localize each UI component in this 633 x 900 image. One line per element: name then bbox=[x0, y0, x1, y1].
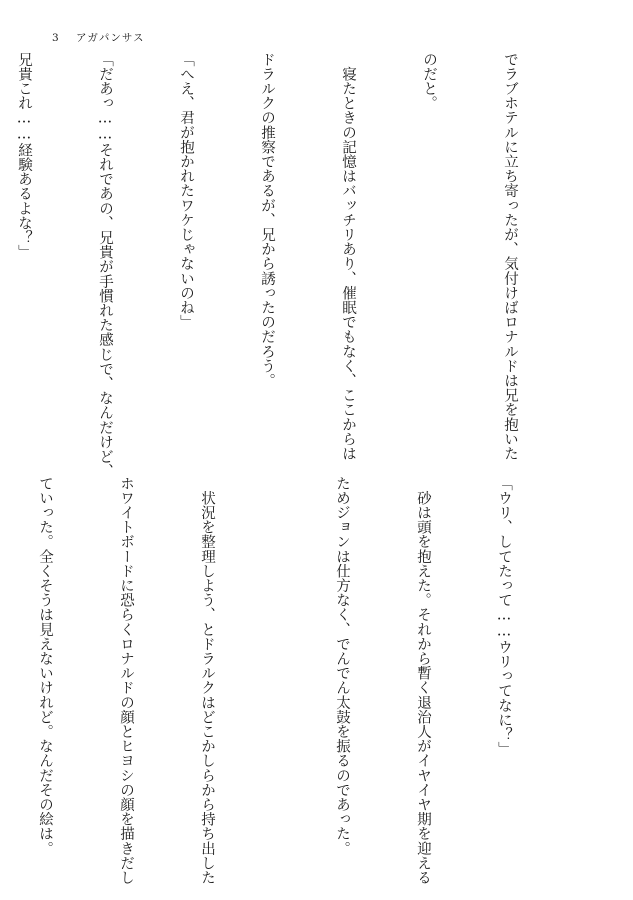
text-line: のだと。 bbox=[421, 52, 437, 111]
text-line: ドラルクの推察であるが、兄から誘ったのだろう。 bbox=[259, 52, 275, 388]
text-line: 砂は頭を抱えた。それから暫く退治人がイヤイヤ期を迎える bbox=[415, 476, 431, 885]
lower-text-block bbox=[0, 476, 571, 885]
text-line: 兄貴これ……経験あるよな？」 bbox=[16, 52, 32, 260]
text-line: 寝たときの記憶はバッチリあり、催眠でもなく、ここからは bbox=[340, 52, 356, 461]
running-header bbox=[52, 30, 145, 45]
text-line: ためジョンは仕方なく、でんでん太鼓を振るのであった。 bbox=[334, 476, 350, 856]
upper-text-block bbox=[0, 52, 577, 479]
text-line: 「ウリ、してたって……ウリってなに？」 bbox=[496, 476, 512, 757]
text-line: 「へえ、君が抱かれたワケじゃないのね」 bbox=[178, 52, 194, 330]
page-number: 3 bbox=[52, 32, 60, 44]
running-title: アガパンサス bbox=[76, 32, 145, 44]
text-line: ていった。全くそうは見えないけれど。なんだその絵は。 bbox=[37, 476, 53, 856]
text-line: 状況を整理しよう、とドラルクはどこかしらから持ち出した bbox=[199, 476, 215, 885]
text-line: 「だあっ……それであの、兄貴が手慣れた感じで、なんだけど、 bbox=[97, 52, 113, 479]
text-line: でラブホテルに立ち寄ったが、気付けばロナルドは兄を抱いた bbox=[502, 52, 518, 461]
text-line: ホワイトボードに恐らくロナルドの顔とヒヨシの顔を描きだし bbox=[118, 476, 134, 885]
